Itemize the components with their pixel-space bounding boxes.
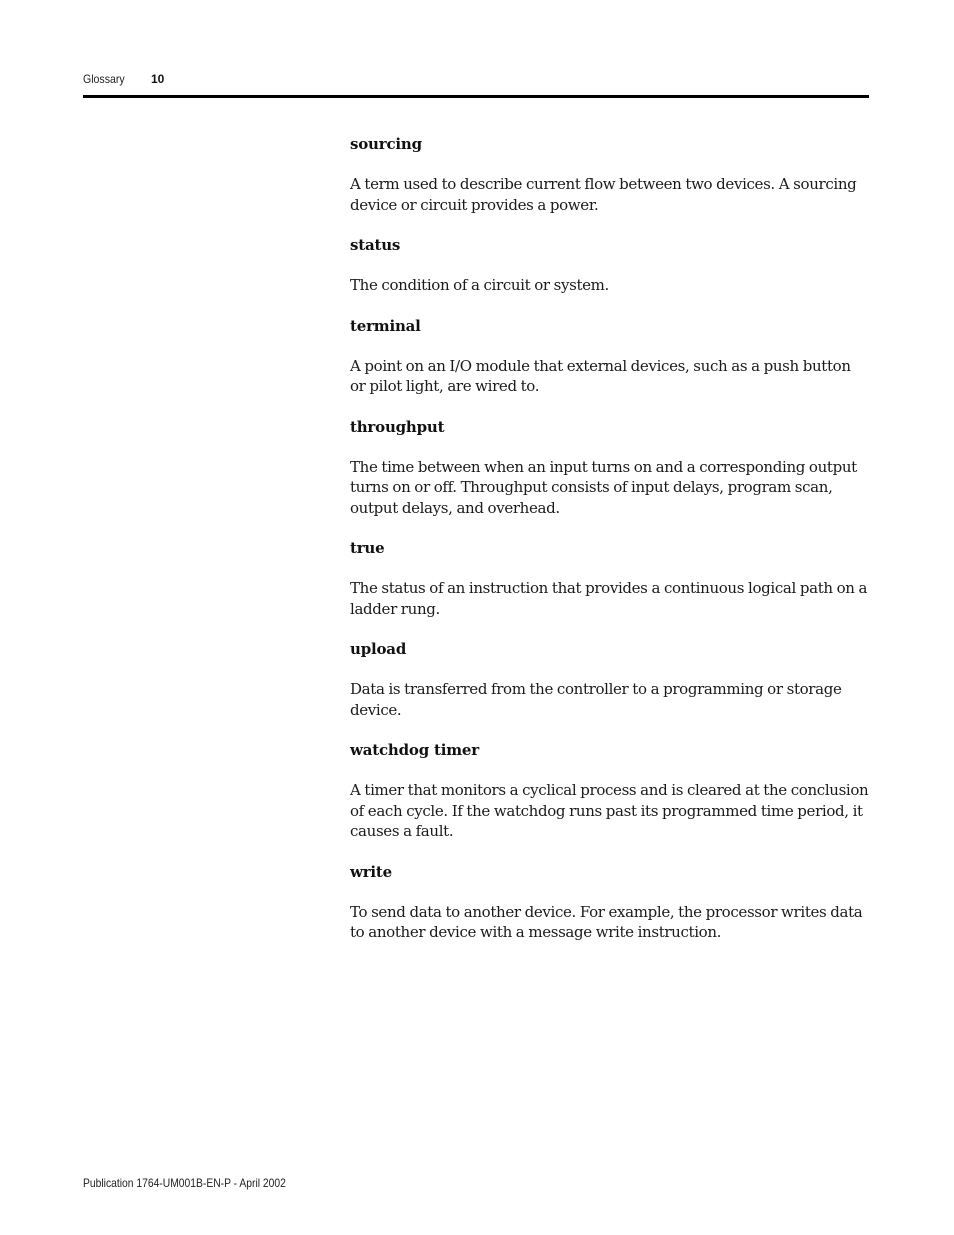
glossary-definition: The time between when an input turns on and a corresponding output turns on or off. Throughput consists of input delays, program scan, output delays, and overhead.: [350, 457, 857, 517]
page-header: [83, 72, 869, 92]
header-section-title: Glossary: [83, 72, 125, 86]
glossary-entry: [350, 639, 870, 720]
glossary-definition: A term used to describe current flow between two devices. A sourcing device or circuit provides a power.: [350, 175, 857, 214]
glossary-entry: [350, 316, 870, 397]
glossary-term: terminal: [350, 316, 421, 335]
glossary-term: write: [350, 862, 392, 881]
header-page-number: 10: [151, 72, 165, 86]
glossary-term: sourcing: [350, 135, 422, 153]
glossary-definition: The condition of a circuit or system.: [350, 276, 609, 294]
glossary-definition: To send data to another device. For example, the processor writes data to another device with a message write instruction.: [350, 902, 863, 941]
glossary-entry: [350, 235, 870, 296]
glossary-definition: A point on an I/O module that external devices, such as a push button or pilot light, are wired to.: [350, 356, 851, 395]
glossary-entry: [350, 134, 870, 215]
glossary-definition: A timer that monitors a cyclical process and is cleared at the conclusion of each cycle. If the watchdog runs past its programmed time period, it causes a fault.: [350, 781, 869, 840]
glossary-list: [350, 134, 870, 963]
glossary-term: upload: [350, 640, 407, 658]
glossary-entry: [350, 862, 870, 943]
glossary-entry: [350, 538, 870, 619]
glossary-entry: [350, 417, 870, 519]
glossary-definition: Data is transferred from the controller to a programming or storage device.: [350, 680, 842, 719]
glossary-entry: [350, 740, 870, 842]
header-rule: [83, 95, 869, 98]
glossary-term: watchdog timer: [350, 741, 479, 759]
glossary-term: throughput: [350, 417, 445, 436]
glossary-term: status: [350, 236, 401, 254]
glossary-definition: The status of an instruction that provides a continuous logical path on a ladder rung.: [350, 579, 868, 618]
footer-publication: Publication 1764-UM001B-EN-P - April 2002: [83, 1176, 286, 1190]
glossary-term: true: [350, 539, 385, 557]
